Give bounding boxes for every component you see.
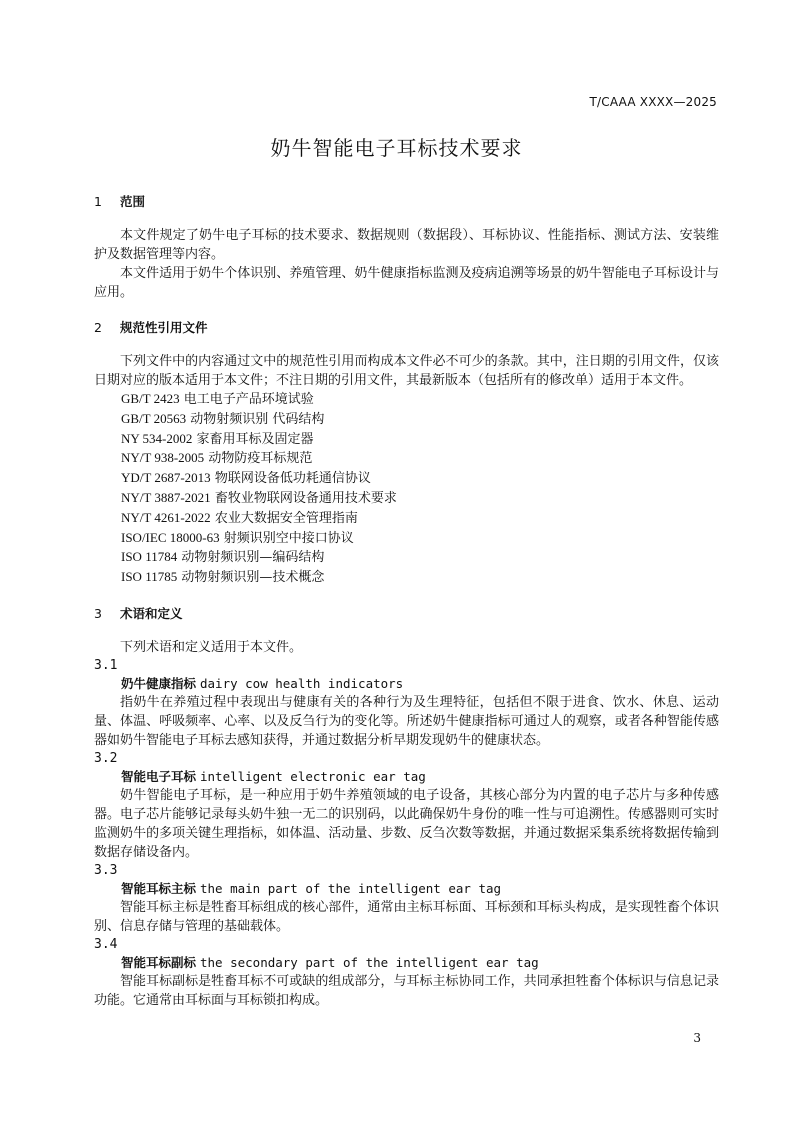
reference-code: NY/T 938-2005 <box>121 450 205 466</box>
term-heading <box>94 768 719 786</box>
reference-name: 畜牧业物联网设备通用技术要求 <box>214 490 397 506</box>
reference-code: ISO 11785 <box>121 569 178 585</box>
section-heading-normative-references <box>94 318 719 338</box>
reference-name: 射频识别空中接口协议 <box>223 530 354 546</box>
reference-item <box>94 509 719 529</box>
document-body <box>94 192 719 1010</box>
term-chinese: 奶牛健康指标 <box>121 675 197 691</box>
section-title: 术语和定义 <box>120 605 183 621</box>
reference-name: 电工电子产品环境试验 <box>183 392 314 407</box>
term-chinese: 智能耳标主标 <box>121 880 197 896</box>
section-title: 规范性引用文件 <box>120 320 208 335</box>
term-number: 3.1 <box>94 657 118 673</box>
reference-item <box>94 568 719 588</box>
section-heading-scope <box>94 192 719 212</box>
page-number: 3 <box>693 1031 701 1045</box>
term-chinese: 智能耳标副标 <box>121 954 197 970</box>
reference-name: 动物射频识别—技术概念 <box>181 570 325 586</box>
term-heading <box>94 675 719 693</box>
term-heading <box>94 880 719 898</box>
reference-code: NY/T 4261-2022 <box>121 509 211 525</box>
reference-code: ISO 11784 <box>121 549 178 565</box>
term-number: 3.2 <box>94 750 118 766</box>
reference-item <box>94 469 719 489</box>
section-number: 1 <box>94 194 102 209</box>
term-definition: 奶牛智能电子耳标，是一种应用于奶牛养殖领域的电子设备，其核心部分为内置的电子芯片与多种传感器。电子芯片能够记录每头奶牛独一无二的识别码，以此确保奶牛身份的唯一性与可追溯性。传感器则可实时监测奶牛的多项关键生理指标，如体温、活动量、步数、反刍次数等数据，并通过数据采集系统将数据传输到数据存储设备内。 <box>94 787 719 860</box>
term-entry <box>94 862 719 936</box>
reference-name: 物联网设备低功耗通信协议 <box>214 471 371 487</box>
term-english: the secondary part of the intelligent ear tag <box>200 954 539 970</box>
reference-list <box>94 390 719 588</box>
term-english: the main part of the intelligent ear tag <box>200 880 502 896</box>
reference-item <box>94 529 719 549</box>
paragraph: 下列术语和定义适用于本文件。 <box>120 639 303 655</box>
term-entry <box>94 657 719 750</box>
reference-code: NY/T 3887-2021 <box>121 489 211 505</box>
reference-name: 动物射频识别—编码结构 <box>181 550 325 566</box>
section-number: 2 <box>94 320 102 335</box>
reference-item <box>94 410 719 430</box>
reference-item <box>94 390 719 410</box>
reference-code: NY 534-2002 <box>121 430 193 446</box>
reference-item <box>94 548 719 568</box>
term-entry <box>94 936 719 1010</box>
reference-name: 农业大数据安全管理指南 <box>214 510 358 526</box>
term-definition: 智能耳标副标是牲畜耳标不可或缺的组成部分，与耳标主标协同工作，共同承担牲畜个体标识与信息记录功能。它通常由耳标面与耳标锁扣构成。 <box>94 973 719 1008</box>
term-english: dairy cow health indicators <box>200 675 404 691</box>
reference-name: 家畜用耳标及固定器 <box>196 431 314 447</box>
paragraph: 本文件适用于奶牛个体识别、养殖管理、奶牛健康指标监测及疫病追溯等场景的奶牛智能电子耳标设计与应用。 <box>94 266 719 300</box>
section-number: 3 <box>94 605 102 621</box>
document-title: 奶牛智能电子耳标技术要求 <box>270 136 523 160</box>
term-entry <box>94 750 719 862</box>
reference-code: GB/T 20563 <box>121 410 187 426</box>
term-number: 3.4 <box>94 936 118 952</box>
reference-code: GB/T 2423 <box>121 391 180 406</box>
term-english: intelligent electronic ear tag <box>200 768 426 784</box>
term-chinese: 智能电子耳标 <box>121 768 197 784</box>
reference-item <box>94 449 719 469</box>
section-heading-terms-and-definitions <box>94 604 719 624</box>
term-definition: 指奶牛在养殖过程中表现出与健康有关的各种行为及生理特征，包括但不限于进食、饮水、休息、运动量、体温、呼吸频率、心率、以及反刍行为的变化等。所述奶牛健康指标可通过人的观察，或者各种智能传感器如奶牛智能电子耳标去感知获得，并通过数据分析早期发现奶牛的健康状态。 <box>94 694 719 748</box>
reference-code: YD/T 2687-2013 <box>121 470 211 486</box>
reference-code: ISO/IEC 18000-63 <box>121 529 220 545</box>
section-title: 范围 <box>120 194 146 209</box>
reference-name: 动物防疫耳标规范 <box>208 451 313 467</box>
term-definition: 智能耳标主标是牲畜耳标组成的核心部件，通常由主标耳标面、耳标颈和耳标头构成，是实现牲畜个体识别、信息存储与管理的基础载体。 <box>94 899 719 934</box>
document-code: T/CAAA XXXX—2025 <box>589 95 717 109</box>
paragraph: 本文件规定了奶牛电子耳标的技术要求、数据规则（数据段）、耳标协议、性能指标、测试方法、安装维护及数据管理等内容。 <box>94 228 719 262</box>
reference-item <box>94 430 719 450</box>
term-heading <box>94 954 719 972</box>
reference-item <box>94 489 719 509</box>
term-number: 3.3 <box>94 862 118 878</box>
paragraph: 下列文件中的内容通过文中的规范性引用而构成本文件必不可少的条款。其中，注日期的引用文件，仅该日期对应的版本适用于本文件；不注日期的引用文件，其最新版本（包括所有的修改单）适用于本文件。 <box>94 354 719 388</box>
reference-name: 动物射频识别 代码结构 <box>190 411 325 427</box>
